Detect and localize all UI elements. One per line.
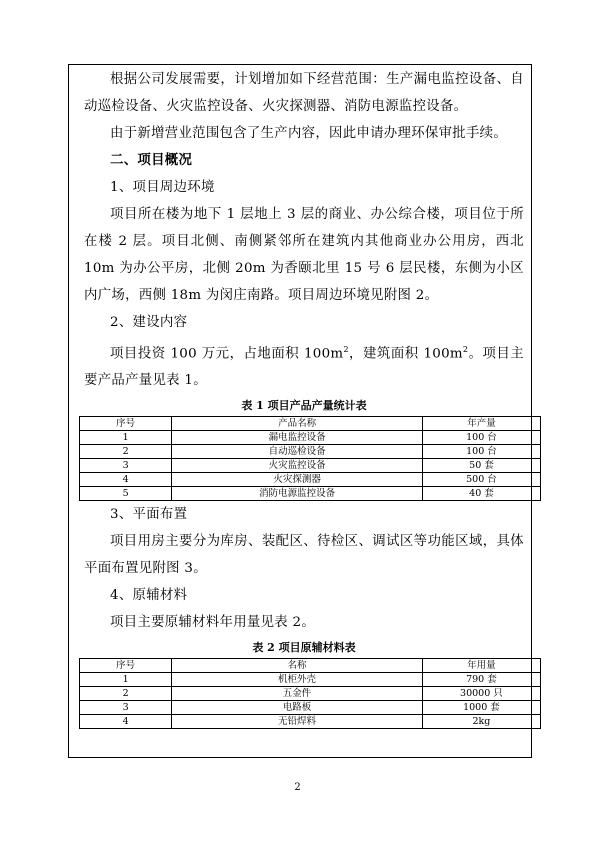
table-row [80, 459, 541, 473]
subsection-title-layout: 3、平面布置 [110, 507, 188, 523]
table-cell: 100 台 [422, 445, 540, 459]
table-row [80, 445, 541, 459]
table-cell: 50 套 [422, 459, 540, 473]
paragraph-construction [84, 336, 524, 394]
table-cell: 消防电源监控设备 [172, 487, 423, 501]
table-cell: 3 [80, 701, 172, 715]
table1-caption: 表 1 项目产品产量统计表 [241, 399, 367, 413]
column-header: 产品名称 [172, 417, 423, 431]
paragraph-materials: 项目主要原辅材料年用量见表 2。 [110, 615, 316, 631]
table-cell: 漏电监控设备 [172, 431, 423, 445]
table-row [80, 687, 541, 701]
superscript-2: 2 [462, 345, 469, 354]
subsection-title-materials: 4、原辅材料 [110, 588, 188, 604]
table-cell: 无铅焊料 [172, 715, 423, 729]
construction-text-c: 。项目主要产品产量见表 1。 [84, 346, 525, 389]
table-cell: 3 [80, 459, 172, 473]
table-product-output [79, 416, 541, 501]
table-cell: 4 [80, 473, 172, 487]
table-cell: 1000 套 [422, 701, 540, 715]
table-cell: 2 [80, 445, 172, 459]
column-header: 序号 [80, 417, 172, 431]
table2-caption: 表 2 项目原辅材料表 [252, 641, 356, 655]
table-cell: 1 [80, 431, 172, 445]
paragraph-surroundings: 项目所在楼为地下 1 层地上 3 层的商业、办公综合楼，项目位于所在楼 2 层。项目北侧、南侧紧邻所在建筑内其他商业办公用房，西北 10m 为办公平房，北侧 20m 为香颐北里 15 号 6 层民楼，东侧为小区内广场，西侧 18m 为闵庄南路。项目周边环境见附图 2。 [84, 207, 524, 303]
column-header: 序号 [80, 659, 172, 673]
superscript-2: 2 [343, 345, 349, 354]
table-cell: 1 [80, 673, 172, 687]
table-row [80, 487, 541, 501]
table-row [80, 715, 541, 729]
paragraph-business-scope: 根据公司发展需要，计划增加如下经营范围：生产漏电监控设备、自动巡检设备、火灾监控设备、火灾探测器、消防电源监控设备。 [84, 72, 524, 114]
table-cell: 5 [80, 487, 172, 501]
table-cell: 五金件 [172, 687, 423, 701]
table-header-row [80, 417, 541, 431]
subsection-title-surroundings: 1、项目周边环境 [110, 180, 215, 195]
subsection-title-construction: 2、建设内容 [110, 315, 188, 330]
table-cell: 火灾探测器 [172, 473, 423, 487]
document-body [84, 66, 524, 729]
table-cell: 2kg [422, 715, 540, 729]
table-cell: 40 套 [422, 487, 540, 501]
table-header-row [80, 659, 541, 673]
table-cell: 自动巡检设备 [172, 445, 423, 459]
column-header: 名称 [172, 659, 423, 673]
column-header: 年产量 [422, 417, 540, 431]
table-row [80, 701, 541, 715]
column-header: 年用量 [422, 659, 540, 673]
table-row [80, 473, 541, 487]
section-title-overview: 二、项目概况 [110, 152, 193, 168]
table-row [80, 673, 541, 687]
construction-text-b: ，建筑面积 100m [348, 346, 463, 362]
table-cell: 火灾监控设备 [172, 459, 423, 473]
paragraph-layout: 项目用房主要分为库房、装配区、待检区、调试区等功能区域，具体平面布置见附图 3。 [84, 534, 524, 577]
table-cell: 100 台 [422, 431, 540, 445]
table-cell: 30000 只 [422, 687, 540, 701]
table-cell: 500 台 [422, 473, 540, 487]
table-cell: 2 [80, 687, 172, 701]
table-cell: 电路板 [172, 701, 423, 715]
table-cell: 790 套 [422, 673, 540, 687]
table-cell: 机柜外壳 [172, 673, 423, 687]
table-row [80, 431, 541, 445]
construction-text-a: 项目投资 100 万元，占地面积 100m [110, 346, 344, 362]
table-cell: 4 [80, 715, 172, 729]
paragraph-approval-reason: 由于新增营业范围包含了生产内容，因此申请办理环保审批手续。 [110, 126, 508, 141]
table-raw-materials [79, 658, 541, 729]
page-number: 2 [294, 782, 301, 793]
